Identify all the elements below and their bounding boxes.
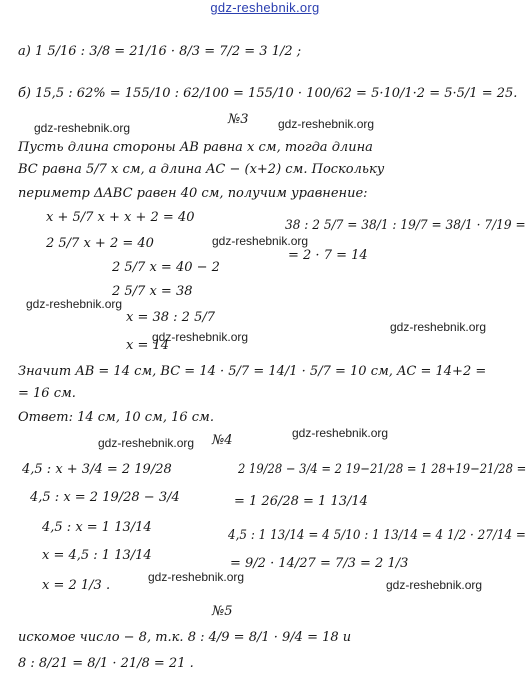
watermark-label: gdz-reshebnik.org bbox=[152, 330, 249, 344]
equation4-line-5: x = 2 1/3 . bbox=[42, 578, 111, 593]
problem5-line-1: искомое число − 8, т.к. 8 : 4/9 = 8/1 · 9/4 = 18 и bbox=[18, 630, 352, 645]
calc4-line-3: 4,5 : 1 13/14 = 4 5/10 : 1 13/14 = 4 1/2 · 27/14 = bbox=[228, 528, 526, 543]
equation-line-5: x = 38 : 2 5/7 bbox=[126, 310, 216, 325]
watermark-label: gdz-reshebnik.org bbox=[390, 320, 487, 334]
watermark-top-link[interactable]: gdz-reshebnik.org bbox=[210, 0, 320, 15]
equation-line-2: 2 5/7 x + 2 = 40 bbox=[46, 236, 154, 251]
calc4-line-4: = 9/2 · 14/27 = 7/3 = 2 1/3 bbox=[230, 556, 409, 571]
problem3-text-line-3: периметр ΔABC равен 40 см, получим уравнение: bbox=[18, 186, 368, 201]
conclusion-line-2: = 16 см. bbox=[18, 386, 76, 401]
problem5-line-2: 8 : 8/21 = 8/1 · 21/8 = 21 . bbox=[18, 656, 194, 671]
task-number-5: №5 bbox=[212, 604, 233, 619]
answer-line: Ответ: 14 см, 10 см, 16 см. bbox=[18, 410, 214, 425]
problem3-text-line-2: BC равна 5/7 x см, а длина AC − (x+2) см. Поскольку bbox=[18, 162, 385, 177]
equation-line-1: x + 5/7 x + x + 2 = 40 bbox=[46, 210, 195, 225]
side-calc-line-1: 38 : 2 5/7 = 38/1 : 19/7 = 38/1 · 7/19 = bbox=[285, 218, 526, 233]
equation-line-3: 2 5/7 x = 40 − 2 bbox=[112, 260, 220, 275]
watermark-label: gdz-reshebnik.org bbox=[98, 436, 195, 450]
task-b-line: б) 15,5 : 62% = 155/10 : 62/100 = 155/10 · 100/62 = 5·10/1·2 = 5·5/1 = 25. bbox=[18, 86, 518, 101]
task-number-4: №4 bbox=[212, 433, 233, 448]
watermark-label: gdz-reshebnik.org bbox=[292, 426, 389, 440]
conclusion-line-1: Значит AB = 14 см, BC = 14 · 5/7 = 14/1 · 5/7 = 10 см, AC = 14+2 = bbox=[18, 364, 487, 379]
equation-line-6: x = 14 bbox=[126, 338, 170, 353]
watermark-label: gdz-reshebnik.org bbox=[386, 578, 483, 592]
equation-line-4: 2 5/7 x = 38 bbox=[112, 284, 193, 299]
task-number-3: №3 bbox=[228, 112, 249, 127]
calc4-line-2: = 1 26/28 = 1 13/14 bbox=[234, 494, 368, 509]
equation4-line-4: x = 4,5 : 1 13/14 bbox=[42, 548, 152, 563]
calc4-line-1: 2 19/28 − 3/4 = 2 19−21/28 = 1 28+19−21/28 = bbox=[238, 462, 527, 477]
equation4-line-1: 4,5 : x + 3/4 = 2 19/28 bbox=[22, 462, 172, 477]
equation4-line-3: 4,5 : x = 1 13/14 bbox=[42, 520, 152, 535]
task-a-line: а) 1 5/16 : 3/8 = 21/16 · 8/3 = 7/2 = 3 1/2 ; bbox=[18, 44, 302, 59]
equation4-line-2: 4,5 : x = 2 19/28 − 3/4 bbox=[30, 490, 180, 505]
watermark-label: gdz-reshebnik.org bbox=[26, 297, 123, 311]
watermark-label: gdz-reshebnik.org bbox=[148, 570, 245, 584]
watermark-label: gdz-reshebnik.org bbox=[212, 234, 309, 248]
problem3-text-line-1: Пусть длина стороны AB равна x см, тогда длина bbox=[18, 140, 373, 155]
side-calc-line-2: = 2 · 7 = 14 bbox=[288, 248, 368, 263]
watermark-label: gdz-reshebnik.org bbox=[34, 121, 131, 135]
watermark-label: gdz-reshebnik.org bbox=[278, 117, 375, 131]
